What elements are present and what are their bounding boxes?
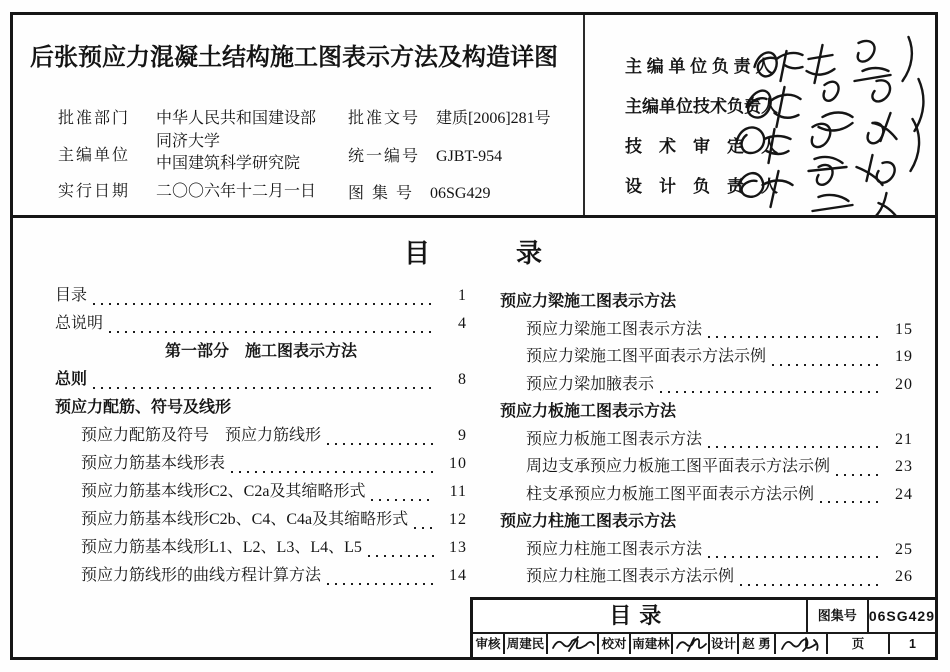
toc-leader-dots [740,584,881,586]
meta-label: 主编单位 [58,147,131,164]
toc-entry-title: 预应力筋基本线形C2b、C4、C4a及其缩略形式 [81,511,409,528]
toc-entry-title: 预应力筋基本线形C2、C2a及其缩略形式 [81,483,366,500]
toc-leader-dots [231,471,435,473]
signature-scribble-icon [673,634,708,654]
toc-entry [55,450,467,478]
toc-entry [500,316,913,344]
header-title-block [13,15,585,215]
atlas-no-label: 图集号 [806,600,867,632]
page-number: 1 [888,634,935,654]
toc-entry [55,282,467,310]
meta-approval-no [348,105,551,128]
toc-leader-dots [327,583,435,585]
toc-entry-page: 21 [895,430,913,448]
toc-entry-title: 周边支承预应力板施工图平面表示方法示例 [526,458,831,475]
toc-entry-page: 24 [895,485,913,503]
meta-atlas-no [348,180,490,203]
toc-leader-dots [371,499,435,501]
toc-section-heading: 预应力柱施工图表示方法 [500,513,677,530]
toc-entry-title: 预应力板施工图表示方法 [526,430,703,448]
toc-entry [500,343,913,371]
signatory-label: 技 术 审 定 人 [625,137,778,156]
toc-entry-title: 总说明 [55,315,104,332]
toc-entry-page: 14 [449,567,467,584]
toc-entry-page: 8 [458,371,467,388]
toc-entry-title: 预应力筋线形的曲线方程计算方法 [81,567,322,584]
toc-entry [500,536,913,564]
meta-unified-no [348,143,502,166]
toc-entry-page: 15 [895,320,913,338]
toc-entry [55,366,467,394]
document-title: 后张预应力混凝土结构施工图表示方法及构造详图 [30,44,558,71]
toc-section-heading: 预应力梁施工图表示方法 [500,293,677,310]
title-bar-bottom-row [473,634,935,654]
toc-entry-title: 预应力柱施工图表示方法 [526,540,703,558]
toc-entry [500,453,913,481]
meta-label: 批准部门 [58,110,131,127]
toc-entry-title: 预应力配筋及符号 预应力筋线形 [81,427,322,444]
header-signature-block [585,15,935,215]
toc-leader-dots [368,555,435,557]
toc-entry-page: 19 [895,348,913,365]
meta-value [156,133,301,175]
toc-entry-page: 4 [458,315,467,332]
toc-section-heading: 预应力配筋、符号及线形 [55,399,232,416]
toc-entry [55,506,467,534]
proof-label: 校对 [597,634,629,654]
toc-entry [500,481,913,509]
toc-entry [500,426,913,454]
toc-entry-title: 预应力筋基本线形表 [81,455,226,472]
toc-entry-page: 13 [449,539,467,556]
page-label: 页 [826,634,888,654]
toc-entry-title: 预应力梁加腋表示 [526,375,655,393]
toc-leader-dots [93,303,435,305]
header-block [13,15,935,218]
toc-entry [500,563,913,591]
toc-leader-dots [660,391,881,393]
meta-value: 建质[2006]281号 [436,110,551,127]
toc-entry-title: 预应力梁施工图表示方法 [526,320,703,338]
toc-entry-title: 总则 [55,371,88,388]
toc-leader-dots [708,336,881,338]
toc-entry-page: 26 [895,568,913,585]
toc-entry-page: 1 [458,287,467,304]
signatory-label: 设 计 负 责 人 [625,177,778,196]
meta-value: 06SG429 [430,185,491,202]
toc-leader-dots [414,527,435,529]
toc-leader-dots [836,474,881,476]
meta-label: 批准文号 [348,110,421,127]
toc-section-heading: 预应力板施工图表示方法 [500,403,677,420]
toc-left-column [55,282,467,590]
toc-entry-title: 预应力筋基本线形L1、L2、L3、L4、L5 [81,539,362,556]
toc-entry-page: 9 [458,427,467,444]
toc-leader-dots [708,556,881,558]
sheet-frame [10,12,938,660]
chief-editor-line1: 同济大学 [156,133,221,150]
title-bar-top-row [473,600,935,634]
toc-entry-page: 10 [449,455,467,472]
meta-value: 中华人民共和国建设部 [156,110,317,127]
meta-label: 图 集 号 [348,185,415,202]
toc-entry [55,310,467,338]
toc-entry-title: 柱支承预应力板施工图平面表示方法示例 [526,485,815,503]
atlas-no-value: 06SG429 [867,600,935,632]
reviewer-signature [546,634,597,654]
toc-entry-page: 25 [895,540,913,558]
meta-effective-date [58,178,316,201]
toc-entry-title: 预应力柱施工图表示方法示例 [526,568,735,585]
toc-entry [55,478,467,506]
drawing-title-bar [470,597,935,657]
toc-right-column [500,288,913,591]
toc-part-heading: 第一部分 施工图表示方法 [164,343,357,360]
reviewer-name: 周建民 [503,634,546,654]
toc-leader-dots [820,501,881,503]
toc-entry [55,534,467,562]
designer-name: 赵 勇 [737,634,774,654]
review-label: 审核 [475,637,501,651]
proofreader-signature [671,634,708,654]
meta-value: 二〇〇六年十二月一日 [156,183,317,200]
toc-entry-page: 20 [895,375,913,393]
signatory-label: 主 编 单 位 负 责 人 [625,57,773,76]
toc-entry-page: 23 [895,458,913,475]
signatory-label: 主编单位技术负责人 [625,97,778,116]
sheet-title: 目录 [609,603,670,628]
toc-entry [500,371,913,399]
toc-entry [55,562,467,590]
meta-value: GJBT-954 [436,148,503,165]
meta-chief-editor [58,133,301,175]
toc-entry-page: 11 [449,483,467,500]
design-label: 设计 [708,634,737,654]
toc-heading: 目 录 [403,238,544,268]
toc-leader-dots [109,331,435,333]
signature-scribble-icon [548,634,597,654]
proofreader-name: 南建林 [629,634,671,654]
toc-entry-title: 目录 [55,287,88,304]
toc-leader-dots [708,446,881,448]
toc-leader-dots [327,443,435,445]
toc-leader-dots [93,387,435,389]
meta-label: 统一编号 [348,148,421,165]
toc-entry [55,422,467,450]
chief-editor-line2: 中国建筑科学研究院 [156,155,301,172]
meta-label: 实行日期 [58,183,131,200]
signature-scribble-icon [776,634,826,654]
designer-signature [774,634,826,654]
toc-entry-page: 12 [449,511,467,528]
toc-entry-title: 预应力梁施工图平面表示方法示例 [526,348,767,365]
toc-leader-dots [772,364,881,366]
meta-approval-dept [58,105,316,128]
